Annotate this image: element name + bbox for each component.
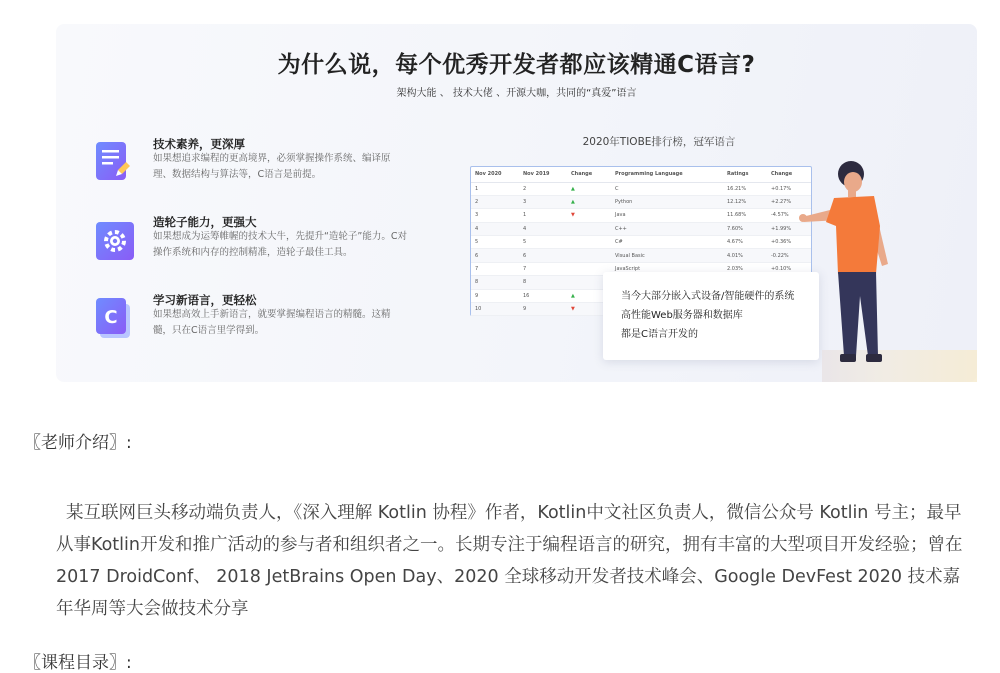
table-cell: ▼ [567,209,611,222]
promo-banner [56,24,977,382]
table-cell: 4 [519,222,567,235]
table-cell: 11.68% [723,209,767,222]
table-row [471,249,811,262]
person-illustration-icon [796,156,906,386]
table-cell: Python [611,195,723,208]
table-cell: -0.22% [767,249,811,262]
table-cell: C [611,182,723,195]
table-cell: 4 [471,222,519,235]
table-cell: 5 [471,236,519,249]
table-row [471,209,811,222]
table-cell: 7.60% [723,222,767,235]
table-cell: C++ [611,222,723,235]
feature-desc: 如果想成为运筹帷幄的技术大牛，先提升“造轮子”能力。C对操作系统和内存的控制精准，造轮子最佳工具。 [153,231,407,258]
c-letter-icon [94,296,134,340]
table-cell: +1.99% [767,222,811,235]
tiobe-title: 2020年TIOBE排行榜，冠军语言 [582,136,736,148]
document-edit-icon [94,140,134,184]
table-cell: 3 [471,209,519,222]
table-cell: ▲ [567,195,611,208]
table-row [471,222,811,235]
table-cell: C# [611,236,723,249]
table-cell: 5 [519,236,567,249]
feature-desc: 如果想追求编程的更高境界，必须掌握操作系统、编译原理、数据结构与算法等，C语言是前提。 [153,153,391,180]
feature-desc: 如果想高效上手新语言，就要掌握编程语言的精髓。这精髓，只在C语言里学得到。 [153,309,391,336]
table-cell: 1 [519,209,567,222]
table-cell: 9 [471,289,519,302]
feature-item [94,214,414,284]
table-row [471,236,811,249]
table-cell: +0.17% [767,182,811,195]
gear-icon [94,218,134,262]
column-header: Ratings [723,167,767,182]
table-cell: 10 [471,303,519,316]
table-cell: -4.57% [767,209,811,222]
table-cell: Java [611,209,723,222]
table-cell: 8 [519,276,567,289]
table-cell: 7 [471,262,519,275]
table-cell: 2 [471,195,519,208]
feature-item [94,136,414,206]
feature-item [94,292,414,362]
teacher-intro-text: 某互联网巨头移动端负责人，《深入理解 Kotlin 协程》作者，Kotlin中文社区负责人，微信公众号 Kotlin 号主；最早从事Kotlin开发和推广活动的参与者和组织者之一。长期专注于编程语言的研究，拥有丰富的大型项目开发经验；曾在 2017 DroidConf、 2018 JetBrains Open Day、2020 全球移动开发者技术峰会、Google DevFest 2020 技术嘉年华周等大会做技术分享 [56,503,963,619]
column-header: Nov 2019 [519,167,567,182]
table-cell: 8 [471,276,519,289]
column-header: Nov 2020 [471,167,519,182]
table-cell: +2.27% [767,195,811,208]
table-cell: 4.01% [723,249,767,262]
table-cell [567,236,611,249]
table-cell: ▲ [567,289,611,302]
table-cell: 7 [519,262,567,275]
callout-line: 当今大部分嵌入式设备/智能硬件的系统 [621,291,795,302]
feature-title: 学习新语言，更轻松 [153,293,257,307]
table-cell: 4.67% [723,236,767,249]
section-label-teacher: 〖老师介绍〗: [24,433,132,453]
section-label-course: 〖课程目录〗: [24,653,132,673]
table-cell: JavaScript [611,262,723,275]
callout-line: 高性能Web服务器和数据库 [621,310,743,321]
table-cell: 6 [471,249,519,262]
column-header: Change [567,167,611,182]
table-cell: 2 [519,182,567,195]
column-header: Change [767,167,811,182]
table-cell: 3 [519,195,567,208]
banner-subtitle: 架构大能 、 技术大佬 、开源大咖，共同的“真爱”语言 [396,88,637,99]
table-cell: 12.12% [723,195,767,208]
table-cell: ▼ [567,303,611,316]
banner-title: 为什么说，每个优秀开发者都应该精通C语言? [277,52,756,78]
table-cell: 16.21% [723,182,767,195]
column-header: Programming Language [611,167,723,182]
table-cell: +0.10% [767,262,811,275]
table-header-row [471,167,811,182]
table-cell: +0.36% [767,236,811,249]
table-cell: 16 [519,289,567,302]
table-cell: 6 [519,249,567,262]
table-cell: 9 [519,303,567,316]
table-cell: Visual Basic [611,249,723,262]
table-cell [567,222,611,235]
feature-title: 技术素养，更深厚 [153,137,245,151]
table-cell: 1 [471,182,519,195]
table-cell: 2.03% [723,262,767,275]
callout-line: 都是C语言开发的 [621,329,698,340]
table-row [471,195,811,208]
table-row [471,182,811,195]
table-cell: ▲ [567,182,611,195]
callout-card [603,272,819,360]
feature-title: 造轮子能力，更强大 [153,215,257,229]
table-cell [567,249,611,262]
svg-text:C: C [104,307,118,328]
